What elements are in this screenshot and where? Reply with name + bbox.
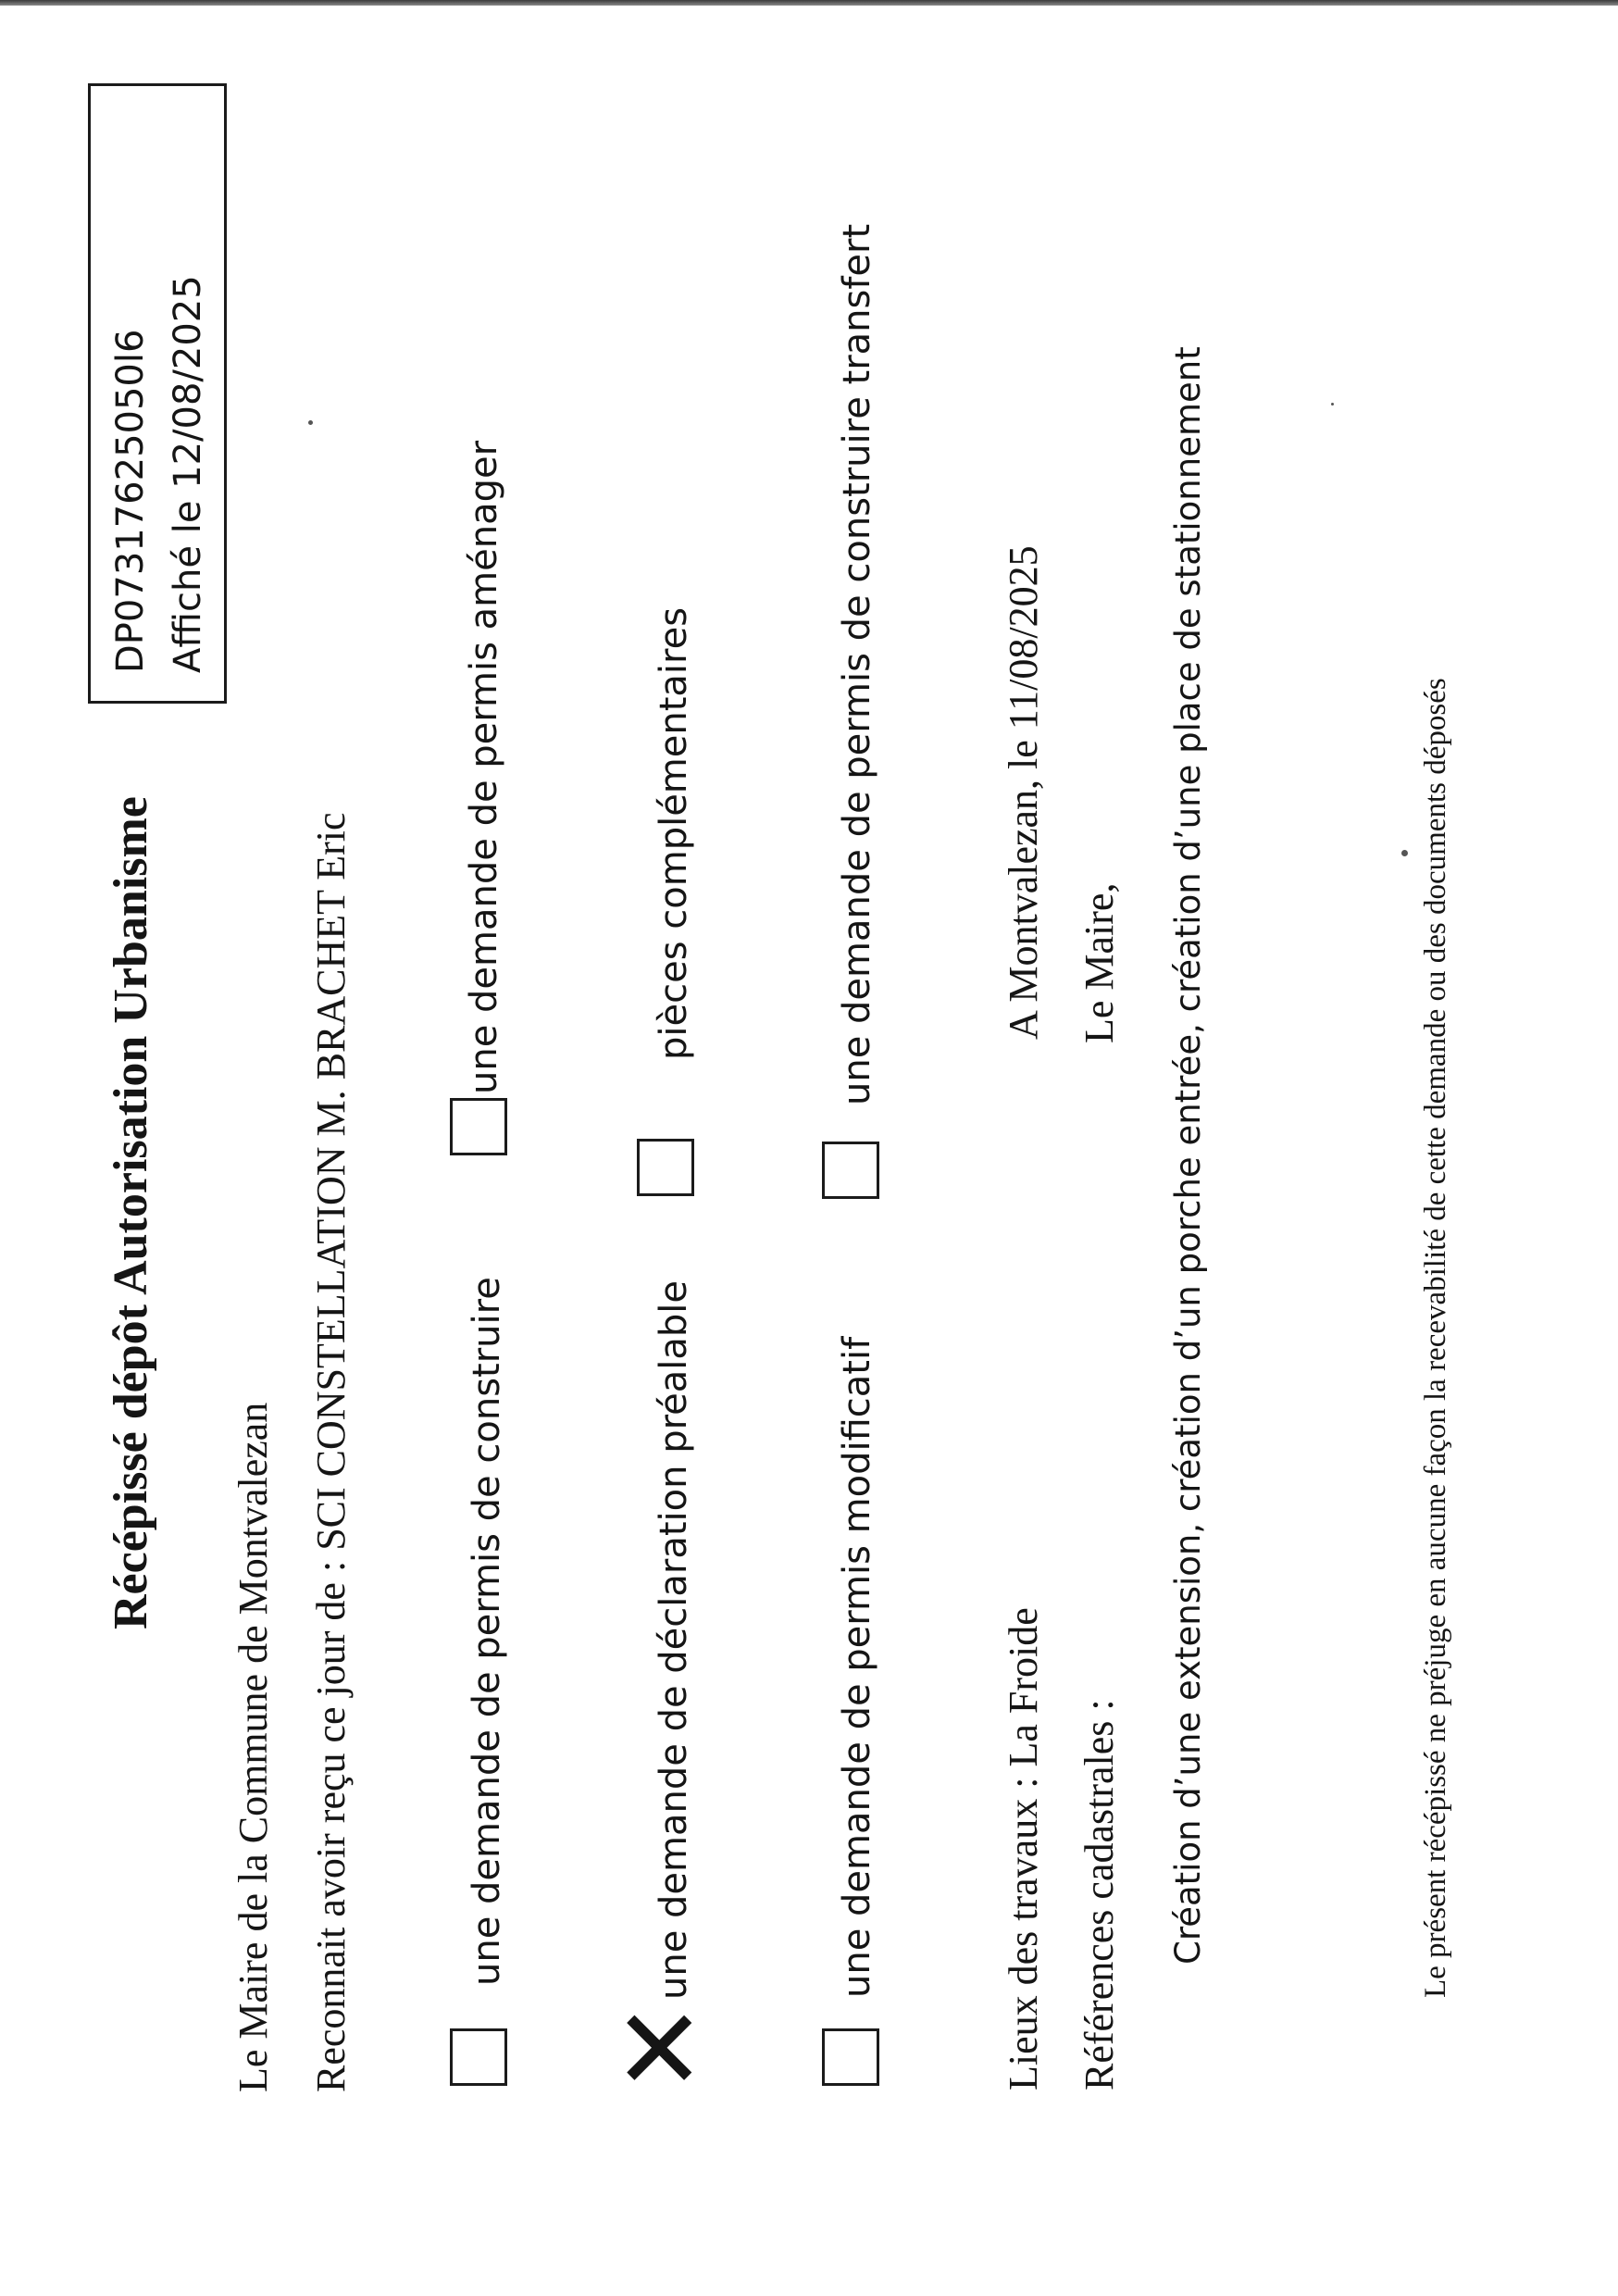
checkbox-permis-modificatif[interactable] [822,2028,879,2086]
option-permis-transfert: une demande de permis de construire transfert [836,223,878,1105]
legal-notice: Le présent récépissé ne préjuge en aucune façon la recevabilité de cette demande ou des documents déposés [1419,678,1452,1998]
reference-number: DP07317625050l6 [109,329,152,673]
option-permis-amenager: une demande de permis aménager [463,440,505,1094]
display-date: Affiché le 12/08/2025 [167,275,209,673]
document-title: Récépissé dépôt Autorisation Urbanisme [105,796,157,1629]
place-and-date: A Montvalezan, le 11/08/2025 [1001,545,1046,1040]
option-permis-modificatif: une demande de permis modificatif [836,1336,878,1998]
work-location: Lieux des travaux : La Froide [1001,1607,1046,2090]
option-declaration-prealable: une demande de déclaration préalable [653,1279,695,2000]
checkbox-pieces-complementaires[interactable] [637,1139,694,1196]
checkbox-permis-construire[interactable] [450,2028,507,2086]
cadastral-references: Références cadastrales : [1077,1699,1122,2090]
option-permis-construire: une demande de permis de construire [466,1277,508,1986]
received-line: Reconnait avoir reçu ce jour de : SCI CONSTELLATION M. BRACHET Eric [308,812,354,2092]
reference-box [88,83,227,704]
works-description: Création d’une extension, création d’un porche entrée, création d’une place de stationnement [1168,346,1208,1965]
mayor-line: Le Maire de la Commune de Montvalezan [230,1402,276,2092]
checkbox-permis-transfert[interactable] [822,1142,879,1199]
mayor-signature-label: Le Maire, [1077,882,1122,1043]
option-pieces-complementaires: pièces complémentaires [653,606,695,1060]
checked-x-mark-icon[interactable]: ✕ [598,2001,727,2094]
checkbox-permis-amenager[interactable] [450,1098,507,1155]
